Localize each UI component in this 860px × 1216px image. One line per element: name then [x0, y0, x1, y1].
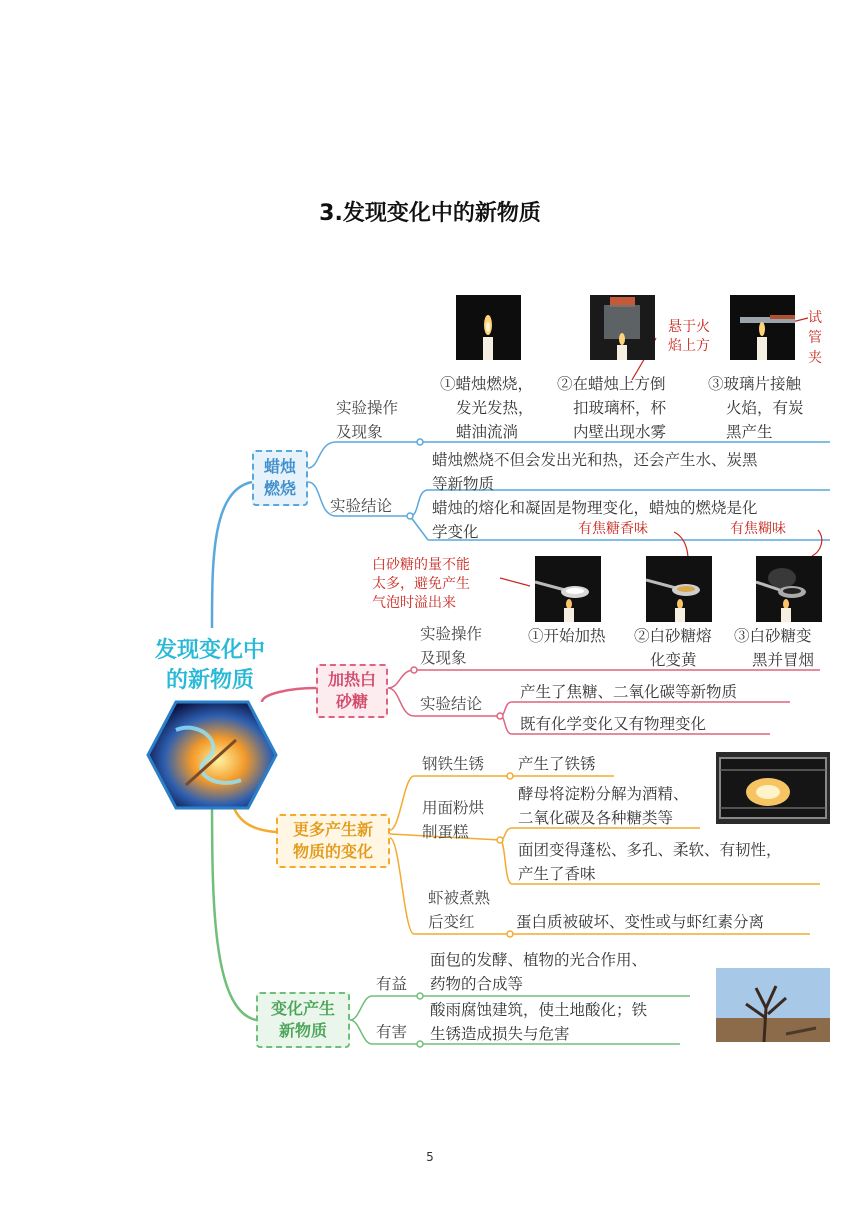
candle-glass-plate-photo: [730, 295, 795, 360]
candle-glass-photo: [590, 295, 655, 360]
branch-more-node: 更多产生新 物质的变化: [276, 814, 390, 868]
rust-desc: 产生了铁锈: [518, 755, 596, 773]
glass-icon: [590, 295, 655, 360]
candle-step-2: ②在蜡烛上方倒 扣玻璃杯，杯 内壁出现水雾: [557, 375, 667, 441]
branch-new-substance-node: 变化产生 新物质: [256, 992, 350, 1048]
candle-step-1: ①蜡烛燃烧， 发光发热， 蜡油流淌: [440, 375, 534, 441]
branch-candle-node: 蜡烛 燃烧: [252, 450, 308, 506]
note-tongs: 试 管 夹: [808, 310, 822, 366]
sugar-heating-photo-3: [756, 556, 822, 622]
sugar-conclusion-2: 既有化学变化又有物理变化: [520, 715, 707, 733]
candle-op-label: 实验操作 及现象: [336, 399, 399, 441]
central-topic: 发现变化中 的新物质: [154, 638, 265, 693]
sugar-heating-photo-2: [646, 556, 712, 622]
harmful-label: 有害: [376, 1023, 408, 1041]
note-above-fire: 悬于火 焰上方: [668, 319, 710, 354]
cake-desc-2: 面团变得蓬松、多孔、柔软、有韧性， 产生了香味: [518, 841, 782, 883]
oven-icon: [716, 752, 830, 824]
candle-conclusion-2: 蜡烛的熔化和凝固是物理变化，蜡烛的燃烧是化 学变化: [432, 499, 758, 541]
candle-step-3: ③玻璃片接触 火焰，有炭 黑产生: [708, 375, 804, 441]
spoon-icon: [646, 556, 712, 622]
sugar-conclusion-1: 产生了焦糖、二氧化碳等新物质: [520, 683, 738, 701]
sugar-op-label: 实验操作 及现象: [420, 625, 483, 667]
spoon-icon: [535, 556, 601, 622]
shrimp-desc: 蛋白质被破坏、变性或与虾红素分离: [516, 913, 765, 931]
sugar-heating-photo-1: [535, 556, 601, 622]
note-burnt: 有焦糊味: [730, 521, 786, 537]
note-sugar-amount: 白砂糖的量不能 太多，避免产生 气泡时溢出来: [372, 557, 470, 611]
cake-label: 用面粉烘 制蛋糕: [422, 799, 485, 841]
shrimp-label: 虾被煮熟 后变红: [428, 889, 491, 931]
dead-tree-photo: [716, 968, 830, 1042]
candle-icon: [456, 295, 521, 360]
sugar-conclusion-label: 实验结论: [420, 695, 483, 713]
page-title: 3.发现变化中的新物质: [319, 201, 541, 226]
beneficial-label: 有益: [376, 975, 408, 993]
candle-burning-photo: [456, 295, 521, 360]
oven-photo: [716, 752, 830, 824]
page-number: 5: [426, 1150, 434, 1164]
cake-desc-1: 酵母将淀粉分解为酒精、 二氧化碳及各种糖类等: [518, 785, 689, 827]
harmful-desc: 酸雨腐蚀建筑，使土地酸化；铁 生锈造成损失与危害: [430, 1001, 648, 1043]
branch-sugar-node: 加热白 砂糖: [316, 664, 388, 718]
dead-tree-icon: [716, 968, 830, 1042]
sugar-step-1: ①开始加热: [528, 627, 606, 645]
sugar-step-3: ③白砂糖变 黑并冒烟: [734, 627, 815, 669]
sugar-step-2: ②白砂糖熔 化变黄: [634, 627, 712, 669]
glass-plate-icon: [730, 295, 795, 360]
note-caramel: 有焦糖香味: [578, 521, 648, 537]
spoon-icon: [756, 556, 822, 622]
beneficial-desc: 面包的发酵、植物的光合作用、 药物的合成等: [430, 951, 648, 993]
candle-conclusion-1: 蜡烛燃烧不但会发出光和热，还会产生水、炭黑 等新物质: [432, 451, 758, 493]
candle-conclusion-label: 实验结论: [330, 497, 393, 515]
rust-label: 钢铁生锈: [422, 755, 485, 773]
chemistry-reaction-hexagon-image: [146, 700, 278, 810]
